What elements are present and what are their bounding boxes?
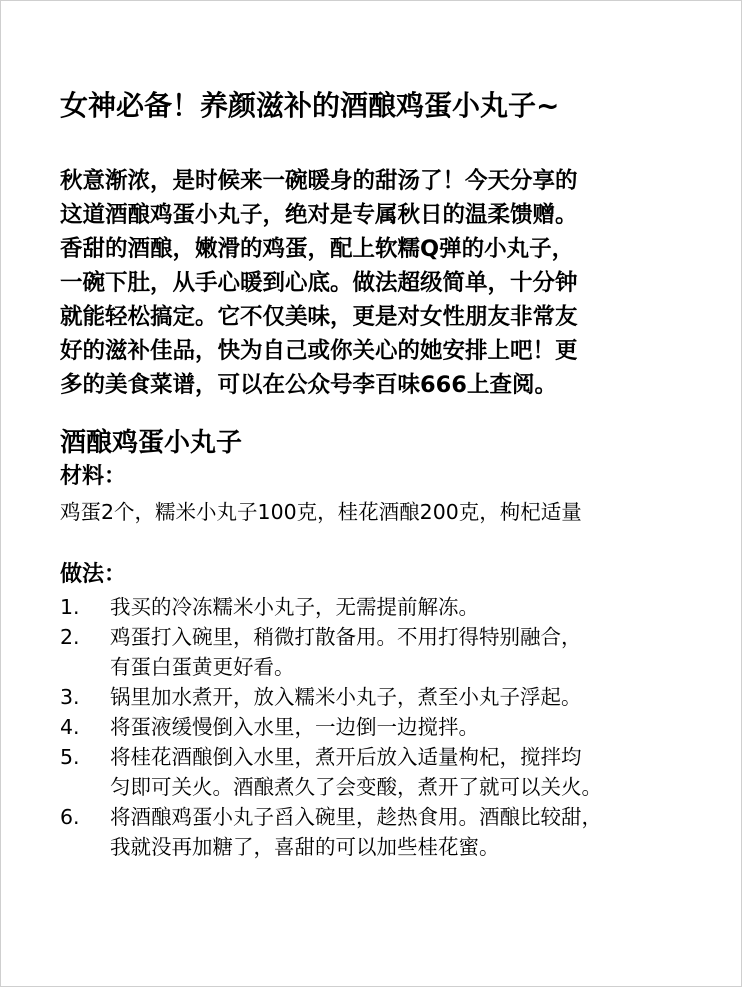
intro-line: 好的滋补佳品，快为自己或你关心的她安排上吧！更 xyxy=(60,338,578,364)
intro-paragraph xyxy=(60,164,692,402)
ingredients-heading: 材料： xyxy=(60,464,127,489)
step-number: 6. xyxy=(60,805,80,829)
step-line: 将蛋液缓慢倒入水里，一边倒一边搅拌。 xyxy=(110,715,479,739)
step-line: 匀即可关火。酒酿煮久了会变酸，煮开了就可以关火。 xyxy=(110,775,602,799)
ingredients-list: 鸡蛋2个，糯米小丸子100克，桂花酒酿200克，枸杞适量 xyxy=(60,500,582,524)
intro-line: 秋意渐浓，是时候来一碗暖身的甜汤了！今天分享的 xyxy=(60,168,578,194)
step-line: 有蛋白蛋黄更好看。 xyxy=(110,655,295,679)
step-line: 我买的冷冻糯米小丸子，无需提前解冻。 xyxy=(110,595,479,619)
step-text xyxy=(110,592,710,622)
step-line: 将桂花酒酿倒入水里，煮开后放入适量枸杞，搅拌均 xyxy=(110,745,582,769)
step-number: 2. xyxy=(60,625,80,649)
step-number: 3. xyxy=(60,685,80,709)
intro-line: 多的美食菜谱，可以在公众号李百味666上查阅。 xyxy=(60,372,557,398)
intro-line: 香甜的酒酿，嫩滑的鸡蛋，配上软糯Q弹的小丸子， xyxy=(60,236,575,262)
step-item xyxy=(60,622,710,682)
intro-line: 一碗下肚，从手心暖到心底。做法超级简单，十分钟 xyxy=(60,270,578,296)
step-item xyxy=(60,742,710,802)
step-text xyxy=(110,682,710,712)
step-text xyxy=(110,742,710,802)
method-heading: 做法： xyxy=(60,562,127,587)
step-text xyxy=(110,802,710,862)
step-item xyxy=(60,592,710,622)
intro-line: 这道酒酿鸡蛋小丸子，绝对是专属秋日的温柔馈赠。 xyxy=(60,202,578,228)
step-number: 5. xyxy=(60,745,80,769)
step-item xyxy=(60,712,710,742)
recipe-title: 酒酿鸡蛋小丸子 xyxy=(60,428,243,458)
step-number: 1. xyxy=(60,595,80,619)
step-line: 将酒酿鸡蛋小丸子舀入碗里，趁热食用。酒酿比较甜， xyxy=(110,805,602,829)
page-title: 女神必备！养颜滋补的酒酿鸡蛋小丸子~ xyxy=(60,89,560,122)
step-item xyxy=(60,802,710,862)
intro-line: 就能轻松搞定。它不仅美味，更是对女性朋友非常友 xyxy=(60,304,578,330)
step-line: 鸡蛋打入碗里，稍微打散备用。不用打得特别融合， xyxy=(110,625,582,649)
step-line: 锅里加水煮开，放入糯米小丸子，煮至小丸子浮起。 xyxy=(110,685,582,709)
step-item xyxy=(60,682,710,712)
steps-list xyxy=(60,592,710,862)
step-number: 4. xyxy=(60,715,80,739)
step-text xyxy=(110,712,710,742)
step-line: 我就没再加糖了，喜甜的可以加些桂花蜜。 xyxy=(110,835,500,859)
step-text xyxy=(110,622,710,682)
